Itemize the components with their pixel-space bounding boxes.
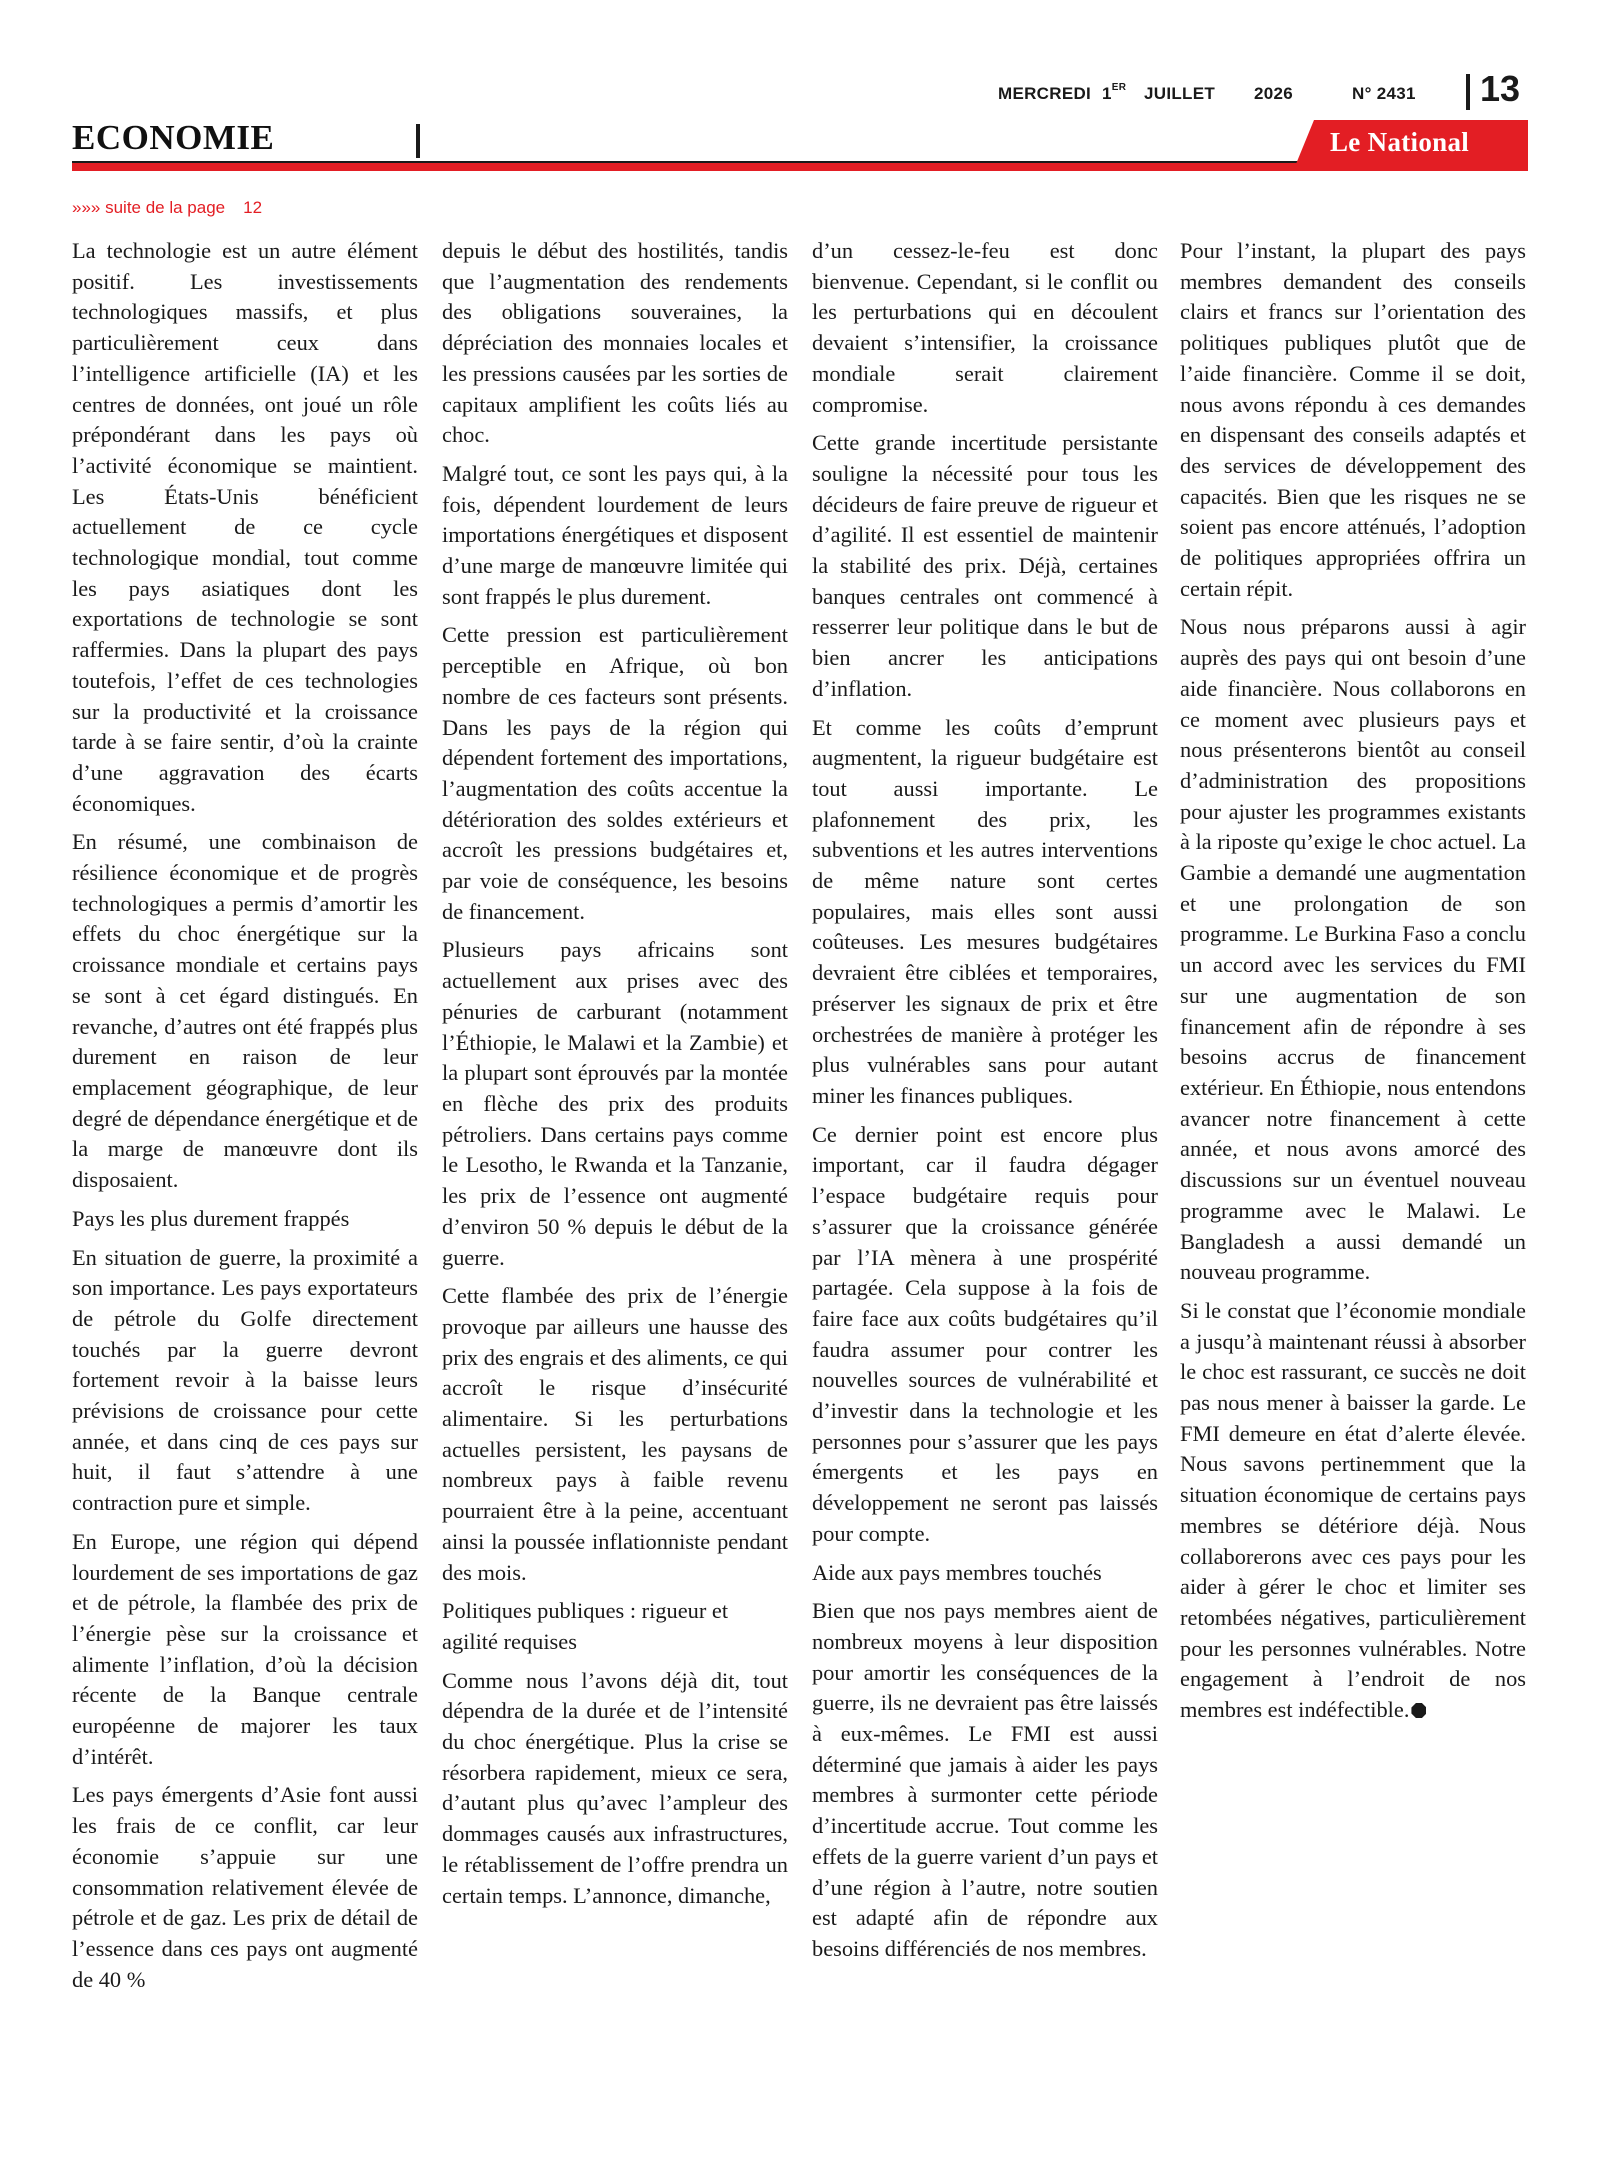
paragraph-text: La technologie est un autre élément positif. Les investissements technologiques massifs, et plus particulièrement ceux dans l’intelligence artificielle (IA) et les centres de données, ont joué un rôle prépondérant dans les pays où l’activité économique se maintient. Les États-Unis bénéficient actuellement de ce cycle technologique mondial, tout comme les pays asiatiques dont les exportations de technologie se sont raffermies. Dans la plupart des pays toutefois, l’effet de ces technologies sur la productivité et la croissance tarde à se faire sentir, d’où la crainte d’une aggravation des écarts économiques. <box>72 238 418 816</box>
paragraph <box>442 1666 788 1912</box>
paragraph <box>442 935 788 1273</box>
paragraph-text: Et comme les coûts d’emprunt augmentent, la rigueur budgétaire est tout aussi importante. Le plafonnement des prix, les subventions et les autres interventions de même nature sont certes populaires, mais elles sont aussi coûteuses. Les mesures budgétaires devraient être ciblées et temporaires, préserver les signaux de prix et être orchestrées de manière à protéger les plus vulnérables sans pour autant miner les finances publiques. <box>812 714 1158 1108</box>
paragraph-text: En situation de guerre, la proximité a son importance. Les pays exportateurs de pétrole du Golfe directement touchés par la guerre devront fortement revoir à la baisse leurs prévisions de croissance pour cette année, et dans cinq de ces pays sur huit, il faut s’attendre à une contraction pure et simple. <box>72 1244 418 1516</box>
paragraph-text: Si le constat que l’économie mondiale a jusqu’à maintenant réussi à absorber le choc est rassurant, ce succès ne doit pas nous mener à baisser la garde. Le FMI demeure en état d’alerte élevée. Nous savons pertinemment que la situation économique de certains pays membres se détériore déjà. Nous collaborerons avec ces pays pour les aider à gérer le choc et limiter ses retombées négatives, particulièrement pour les personnes vulnérables. Notre engagement à l’endroit de nos membres est indéfectible. <box>1180 1297 1526 1723</box>
paragraph <box>72 1243 418 1519</box>
paragraph <box>812 428 1158 704</box>
paragraph <box>812 236 1158 420</box>
issue-month: JUILLET <box>1144 84 1216 103</box>
paragraph <box>442 1281 788 1588</box>
paragraph <box>72 1780 418 1995</box>
continued-label: »»» suite de la page <box>72 198 226 217</box>
article-column-2 <box>442 236 788 1919</box>
page-number: 13 <box>1480 68 1521 109</box>
subheading <box>442 1596 788 1657</box>
paragraph <box>442 236 788 451</box>
paragraph-text: Plusieurs pays africains sont actuellement aux prises avec des pénuries de carburant (notamment l’Éthiopie, le Malawi et la Zambie) et la plupart sont éprouvés par la montée en flèche des prix des produits pétroliers. Dans certains pays comme le Lesotho, le Rwanda et la Tanzanie, les prix de l’essence ont augmenté d’environ 50 % depuis le début de la guerre. <box>442 937 788 1270</box>
paragraph-text: Comme nous l’avons déjà dit, tout dépendra de la durée et de l’intensité du choc énergétique. Plus la crise se résorbera rapidement, mieux ce sera, d’autant plus qu’avec l’ampleur des dommages causés aux infrastructures, le rétablissement de l’offre prendra un certain temps. L’annonce, dimanche, <box>442 1667 788 1908</box>
paragraph <box>1180 1296 1526 1726</box>
subheading <box>812 1558 1158 1589</box>
paragraph-text: Bien que nos pays membres aient de nombreux moyens à leur disposition pour amortir les conséquences de la guerre, ils ne devraient pas être laissés à eux-mêmes. Le FMI est aussi déterminé que jamais à aider les pays membres à surmonter cette période d’incertitude accrue. Tout comme les effets de la guerre varient d’un pays et d’une région à l’autre, notre soutien est adapté afin de répondre aux besoins différenciés de nos membres. <box>812 1598 1158 1961</box>
paragraph-text: depuis le début des hostilités, tandis que l’augmentation des rendements des obligations souveraines, la dépréciation des monnaies locales et les pressions causées par les sorties de capitaux amplifient les coûts liés au choc. <box>442 238 788 448</box>
paragraph-text: En Europe, une région qui dépend lourdement de ses importations de gaz et de pétrole, la flambée des prix de l’énergie pèse sur la croissance et alimente l’inflation, d’où la décision récente de la Banque centrale européenne de majorer les taux d’intérêt. <box>72 1528 418 1769</box>
continued-from-link[interactable] <box>72 198 262 218</box>
paragraph <box>1180 612 1526 1287</box>
section-title-divider <box>416 124 420 158</box>
paragraph <box>72 827 418 1195</box>
issue-date-day <box>1102 84 1126 108</box>
paragraph <box>812 713 1158 1112</box>
paragraph-text: En résumé, une combinaison de résilience économique et de progrès technologiques a permis d’amortir les effets du choc énergétique sur la croissance mondiale et certains pays se sont à cet égard distingués. En revanche, d’autres ont été frappés plus durement en raison de leur emplacement géographique, de leur degré de dépendance énergétique et de la marge de manœuvre dont ils disposaient. <box>72 829 418 1193</box>
paragraph-text: Cette pression est particulièrement perceptible en Afrique, où bon nombre de ces facteurs sont présents. Dans les pays de la région qui dépendent fortement des importations, l’augmentation des coûts accentue la détérioration des soldes extérieurs et accroît les pressions budgétaires et, par voie de conséquence, les besoins de financement. <box>442 622 788 924</box>
issue-number: N° 2431 <box>1352 84 1416 103</box>
issue-date-number: 1 <box>1102 84 1112 103</box>
paragraph <box>72 236 418 819</box>
paragraph <box>1180 236 1526 604</box>
paragraph <box>442 620 788 927</box>
paragraph-text: Nous nous préparons aussi à agir auprès des pays qui ont besoin d’une aide financière. Nous collaborons en ce moment avec plusieurs pays et nous présenterons bientôt au conseil d’administration des propositions pour ajuster les programmes existants à la riposte qu’exige le choc actuel. La Gambie a demandé une augmentation et une prolongation de son programme. Le Burkina Faso a conclu un accord avec les services du FMI sur une augmentation de son financement afin de répondre à ses besoins accrus de financement extérieur. En Éthiopie, nous entendons avancer notre financement à cette année, et nous avons amorcé des discussions sur un éventuel nouveau programme avec le Malawi. Le Bangladesh a aussi demandé un nouveau programme. <box>1180 614 1526 1285</box>
issue-day: MERCREDI <box>998 84 1092 103</box>
end-of-article-icon <box>1411 1703 1426 1718</box>
issue-year: 2026 <box>1254 84 1294 103</box>
paragraph-text: Pour l’instant, la plupart des pays membres demandent des conseils clairs et francs sur l’orientation des politiques publiques plutôt que de l’aide financière. Comme il se doit, nous avons répondu à ces demandes en dispensant des conseils adaptés et des services de développement des capacités. Bien que les risques ne se soient pas encore atténués, l’adoption de politiques appropriées offrira un certain répit. <box>1180 238 1526 601</box>
paragraph-text: Ce dernier point est encore plus important, car il faudra dégager l’espace budgétaire requis pour s’assurer que la croissance générée par l’IA mènera à une prospérité partagée. Cela suppose à la fois de faire face aux coûts budgétaires qu’il faudra assumer pour contrer les nouvelles sources de vulnérabilité et d’investir dans la technologie et les personnes pour s’assurer que les pays émergents et les pays en développement ne seront pas laissés pour compte. <box>812 1121 1158 1546</box>
article-column-4 <box>1180 236 1526 1734</box>
subheading-text: Aide aux pays membres touchés <box>812 1559 1102 1585</box>
paragraph-text: Cette flambée des prix de l’énergie provoque par ailleurs une hausse des prix des engrais et des aliments, ce qui accroît le risque d’insécurité alimentaire. Si les perturbations actuelles persistent, les paysans de nombreux pays à faible revenu pourraient être à la peine, accentuant ainsi la poussée inflationniste pendant des mois. <box>442 1283 788 1585</box>
paragraph <box>812 1120 1158 1550</box>
paragraph-text: Les pays émergents d’Asie font aussi les frais de ce conflit, car leur économie s’appuie sur une consommation relativement élevée de pétrole et de gaz. Les prix de détail de l’essence dans ces pays ont augmenté de 40 % <box>72 1782 418 1992</box>
subheading-text: Pays les plus durement frappés <box>72 1205 350 1231</box>
article-column-3 <box>812 236 1158 1973</box>
paragraph <box>72 1527 418 1773</box>
paragraph-text: Malgré tout, ce sont les pays qui, à la fois, dépendent lourdement de leurs importations énergétiques et disposent d’une marge de manœuvre limitée qui sont frappés le plus durement. <box>442 460 788 609</box>
paragraph <box>812 1596 1158 1964</box>
paragraph-text: Cette grande incertitude persistante souligne la nécessité pour tous les décideurs de faire preuve de rigueur et d’agilité. Il est essentiel de maintenir la stabilité des prix. Déjà, certaines banques centrales ont commencé à resserrer leur politique dans le but de bien ancrer les anticipations d’inflation. <box>812 430 1158 701</box>
subheading-text: Politiques publiques : rigueur et agilité requises <box>442 1598 729 1654</box>
header-red-rule <box>72 163 1528 171</box>
section-title: ECONOMIE <box>72 118 275 157</box>
subheading <box>72 1204 418 1235</box>
paragraph-text: d’un cessez-le-feu est donc bienvenue. Cependant, si le conflit ou les perturbations qui en découlent devaient s’intensifier, la croissance mondiale serait clairement compromise. <box>812 238 1158 417</box>
header-divider <box>1466 74 1470 110</box>
continued-page-number: 12 <box>243 198 263 217</box>
paragraph <box>442 459 788 613</box>
article-column-1 <box>72 236 418 2003</box>
issue-date-suffix: ER <box>1111 82 1127 94</box>
brand-name: Le National <box>1330 127 1470 157</box>
